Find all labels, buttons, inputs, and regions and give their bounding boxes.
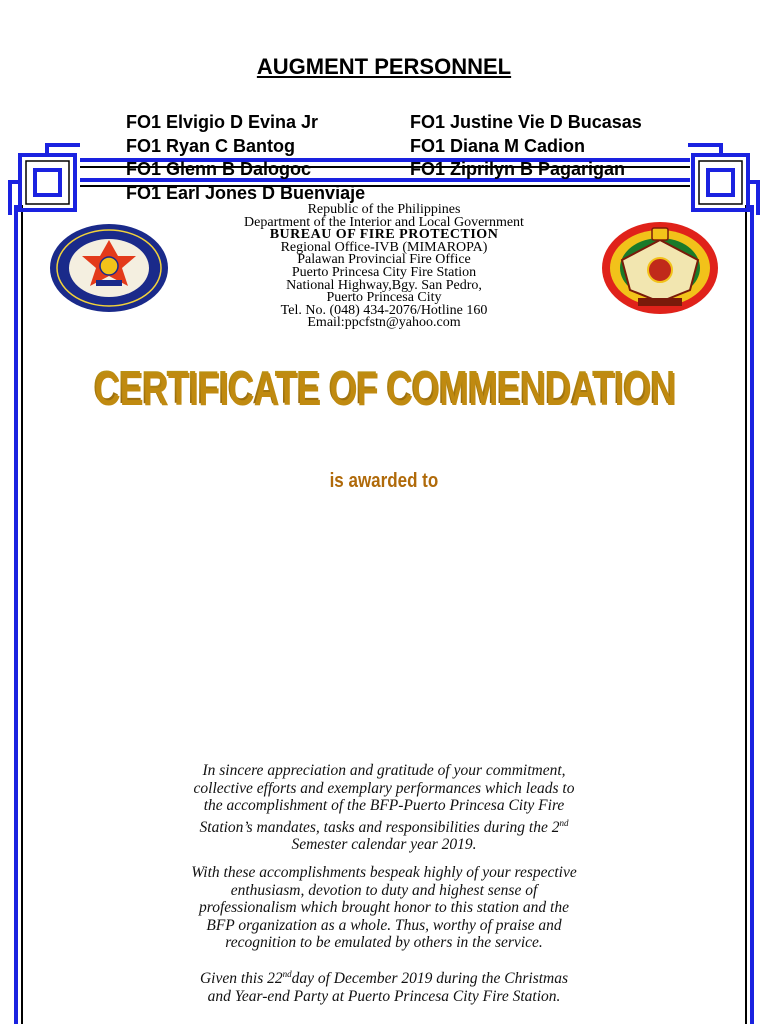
personnel-name: FO1 Glenn B Dalogoc bbox=[126, 159, 312, 179]
paragraph-line: Semester calendar year 2019. bbox=[291, 836, 477, 854]
paragraph-accomplishments bbox=[60, 864, 708, 952]
office-line: Palawan Provincial Fire Office bbox=[297, 252, 471, 268]
paragraph-given-date bbox=[60, 966, 708, 1005]
paragraph-line bbox=[60, 966, 708, 988]
personnel-name: FO1 Ziprilyn B Pagarigan bbox=[410, 159, 626, 179]
certificate-subtitle bbox=[0, 470, 768, 493]
certificate-subtitle-text: is awarded to bbox=[329, 470, 439, 492]
paragraph-line: In sincere appreciation and gratitude of your commitment, bbox=[202, 762, 566, 779]
paragraph-line: collective efforts and exemplary performances which leads to bbox=[193, 779, 575, 797]
paragraph-line: the accomplishment of the BFP-Puerto Princesa City Fire bbox=[203, 797, 565, 814]
office-line: Puerto Princesa City Fire Station bbox=[291, 264, 477, 280]
paragraph-appreciation bbox=[60, 762, 708, 854]
office-line: Puerto Princesa City bbox=[326, 290, 442, 306]
office-header bbox=[0, 204, 768, 330]
office-line: Regional Office-IVB (MIMAROPA) bbox=[280, 239, 488, 255]
certificate-title bbox=[0, 360, 768, 414]
office-line: Republic of the Philippines bbox=[307, 202, 461, 217]
paragraph-line bbox=[60, 815, 708, 837]
paragraph-line: With these accomplishments bespeak highly of your respective bbox=[191, 864, 577, 881]
paragraph-line: enthusiasm, devotion to duty and highest sense of bbox=[230, 881, 538, 899]
office-line: Department of the Interior and Local Government bbox=[244, 214, 524, 230]
paragraph-line: and Year-end Party at Puerto Princesa City Fire Station. bbox=[207, 987, 561, 1005]
paragraph-text: Station’s mandates, tasks and responsibilities during the 2 bbox=[199, 818, 560, 836]
personnel-name: FO1 Earl Jones D Buenviaje bbox=[126, 183, 366, 203]
office-line: Email:ppcfstn@yahoo.com bbox=[307, 315, 461, 331]
certificate-title-text: CERTIFICATE OF COMMENDATION bbox=[93, 361, 675, 413]
personnel-name: FO1 Ryan C Bantog bbox=[126, 136, 296, 156]
page-heading: AUGMENT PERSONNEL bbox=[256, 54, 512, 79]
personnel-name: FO1 Elvigio D Evina Jr bbox=[126, 112, 319, 132]
ordinal-suffix: nd bbox=[559, 817, 569, 828]
bureau-name: BUREAU OF FIRE PROTECTION bbox=[269, 227, 499, 243]
paragraph-line: recognition to be emulated by others in the service. bbox=[225, 934, 543, 951]
paragraph-text: Given this 22 bbox=[199, 970, 283, 988]
paragraph-line: professionalism which brought honor to this station and the bbox=[198, 899, 569, 916]
ordinal-suffix: nd bbox=[282, 969, 292, 979]
office-line: Tel. No. (048) 434-2076/Hotline 160 bbox=[280, 302, 488, 318]
office-line: National Highway,Bgy. San Pedro, bbox=[286, 277, 482, 293]
paragraph-text: day of December 2019 during the Christmas bbox=[291, 970, 569, 988]
paragraph-line: BFP organization as a whole. Thus, worthy of praise and bbox=[206, 916, 562, 934]
personnel-name: FO1 Justine Vie D Bucasas bbox=[410, 112, 642, 132]
personnel-name: FO1 Diana M Cadion bbox=[410, 136, 586, 156]
